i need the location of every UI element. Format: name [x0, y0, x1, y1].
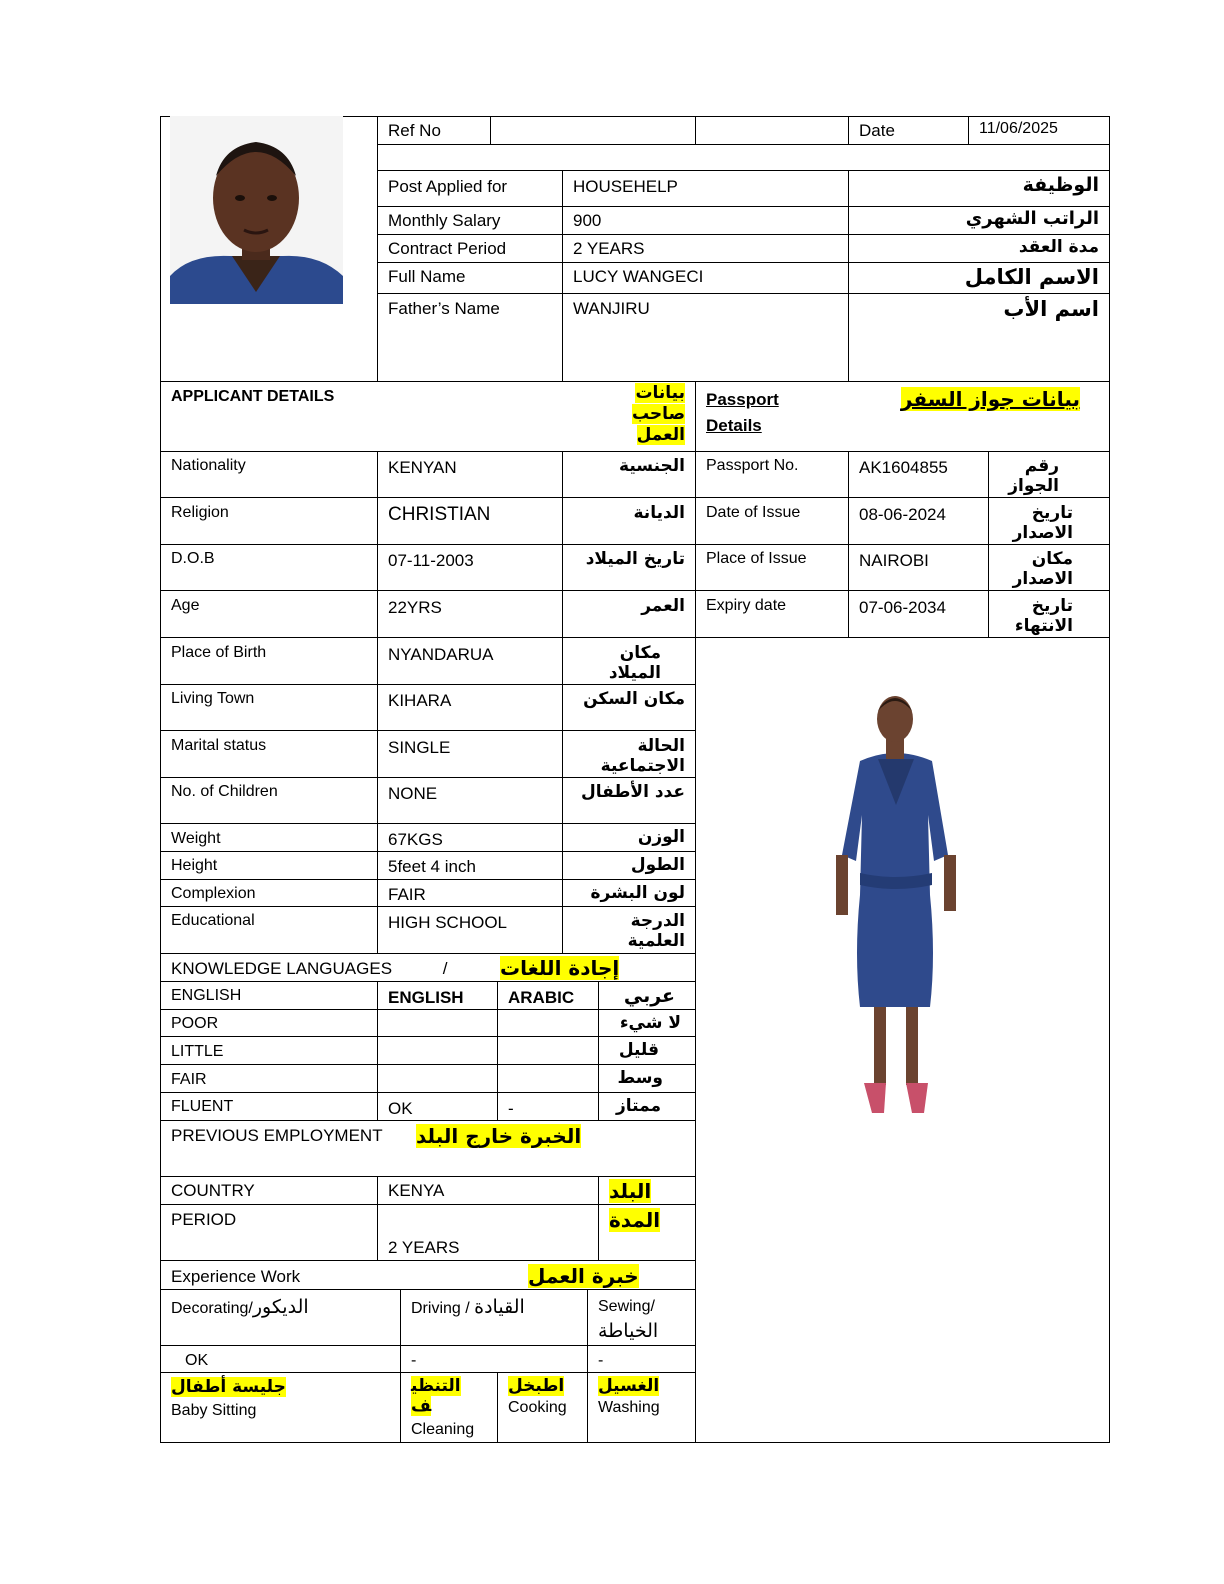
full-name-label: Full Name	[388, 267, 466, 286]
lang-fluent-ar: ممتاز	[615, 1096, 661, 1116]
complexion-value: FAIR	[388, 885, 426, 904]
dob-label: D.O.B	[171, 550, 215, 567]
children-label-ar: عدد الأطفال	[581, 782, 685, 802]
father-name-label: Father’s Name	[388, 299, 500, 318]
previous-employment-title-ar: الخبرة خارج البلد	[416, 1124, 582, 1148]
dob-value: 07-11-2003	[388, 551, 474, 570]
expiry-date-label-ar: تاريخ الانتهاء	[1014, 596, 1073, 636]
age-label-ar: العمر	[641, 596, 685, 616]
lang-fair-label: FAIR	[171, 1071, 207, 1088]
lang-fluent-arabic[interactable]: -	[508, 1099, 514, 1118]
lang-poor-arabic[interactable]	[498, 1012, 598, 1036]
date-value[interactable]: 11/06/2025	[979, 120, 1058, 137]
lang-fluent-label: FLUENT	[171, 1098, 234, 1115]
period-label-ar: المدة	[609, 1208, 661, 1232]
marital-status-label-ar: الحالة الاجتماعية	[600, 736, 685, 776]
date-label: Date	[859, 121, 895, 140]
marital-status-value: SINGLE	[388, 738, 451, 757]
father-name-label-ar: اسم الأب	[1003, 297, 1099, 321]
place-of-issue-label-ar: مكان الاصدار	[1012, 549, 1073, 589]
driving-value: -	[411, 1352, 417, 1369]
decorating-label: Decorating/الديكور	[171, 1296, 309, 1318]
date-of-issue-label-ar: تاريخ الاصدار	[1012, 503, 1073, 543]
living-town-label: Living Town	[171, 690, 255, 707]
lang-header-label: ENGLISH	[171, 987, 242, 1004]
nationality-label: Nationality	[171, 457, 246, 474]
decorating-value: OK	[185, 1352, 209, 1369]
lang-little-arabic[interactable]	[498, 1040, 598, 1064]
passport-details-title-ar: بيانات جواز السفر	[900, 387, 1080, 411]
lang-little-english[interactable]	[378, 1040, 497, 1064]
education-label-ar: الدرجة العلمية	[627, 911, 685, 951]
place-of-issue-label: Place of Issue	[706, 550, 807, 567]
salary-label: Monthly Salary	[388, 211, 501, 230]
place-of-birth-label-ar: مكان الميلاد	[608, 643, 661, 683]
passport-no-value: AK1604855	[859, 458, 948, 477]
lang-fair-arabic[interactable]	[498, 1068, 598, 1092]
ref-no-value[interactable]	[491, 118, 695, 144]
children-label: No. of Children	[171, 783, 278, 800]
weight-label: Weight	[171, 830, 221, 847]
applicant-details-title-ar: بيانات صاحب العمل	[631, 383, 685, 445]
applicant-details-title: APPLICANT DETAILS	[171, 388, 335, 405]
place-of-birth-label: Place of Birth	[171, 644, 267, 661]
contract-label: Contract Period	[388, 239, 507, 258]
post-label: Post Applied for	[388, 177, 508, 196]
full-name-value: LUCY WANGECI	[573, 267, 704, 286]
sewing-label: Sewing/ الخياطة	[598, 1298, 659, 1342]
experience-work-title: Experience Work	[171, 1267, 301, 1286]
salary-value: 900	[573, 211, 602, 230]
lang-poor-english[interactable]	[378, 1012, 497, 1036]
previous-employment-title: PREVIOUS EMPLOYMENT	[171, 1126, 383, 1145]
cooking-cell: اطبخل Cooking	[508, 1376, 567, 1416]
languages-title-ar: إجادة اللغات	[500, 956, 620, 980]
lang-little-ar: قليل	[618, 1040, 659, 1060]
lang-fair-english[interactable]	[378, 1068, 497, 1092]
contract-value: 2 YEARS	[573, 239, 645, 258]
experience-work-title-ar: خبرة العمل	[528, 1264, 639, 1288]
expiry-date-value: 07-06-2034	[859, 598, 946, 617]
sewing-value: -	[598, 1352, 604, 1369]
languages-title: KNOWLEDGE LANGUAGES /	[171, 959, 448, 978]
ref-no-label: Ref No	[388, 121, 441, 140]
lang-poor-label: POOR	[171, 1015, 219, 1032]
height-label: Height	[171, 857, 218, 874]
religion-label: Religion	[171, 504, 229, 521]
date-of-issue-value: 08-06-2024	[859, 505, 946, 524]
passport-no-label: Passport No.	[706, 457, 799, 474]
full-name-label-ar: الاسم الكامل	[964, 265, 1099, 289]
portrait-photo	[170, 116, 343, 304]
period-value: 2 YEARS	[388, 1238, 460, 1257]
lang-fluent-english[interactable]: OK	[388, 1099, 413, 1118]
cleaning-cell: التنظيف Cleaning	[411, 1376, 475, 1438]
passport-details-title: Passport Details	[706, 390, 779, 435]
contract-label-ar: مدة العقد	[1018, 237, 1099, 257]
living-town-label-ar: مكان السكن	[583, 689, 685, 709]
post-value: HOUSEHELP	[573, 177, 678, 196]
post-label-ar: الوظيفة	[1022, 174, 1099, 196]
date-of-issue-label: Date of Issue	[706, 504, 801, 521]
washing-cell: الغسيل Washing	[598, 1376, 660, 1416]
period-label: PERIOD	[171, 1210, 237, 1229]
height-value: 5feet 4 inch	[388, 857, 476, 876]
dob-label-ar: تاريخ الميلاد	[585, 549, 685, 569]
place-of-birth-value: NYANDARUA	[388, 645, 494, 664]
education-label: Educational	[171, 912, 255, 929]
complexion-label: Complexion	[171, 885, 256, 902]
lang-header-ar: عربي	[623, 985, 675, 1007]
marital-status-label: Marital status	[171, 737, 267, 754]
driving-label: Driving / القيادة	[411, 1296, 525, 1318]
country-label: COUNTRY	[171, 1181, 255, 1200]
full-body-photo	[820, 695, 970, 1145]
country-value: KENYA	[388, 1181, 445, 1200]
religion-value: CHRISTIAN	[388, 504, 491, 525]
weight-label-ar: الوزن	[637, 827, 685, 847]
age-value: 22YRS	[388, 598, 442, 617]
nationality-label-ar: الجنسية	[619, 456, 685, 476]
complexion-label-ar: لون البشرة	[590, 883, 685, 903]
religion-label-ar: الديانة	[633, 503, 685, 523]
weight-value: 67KGS	[388, 830, 443, 849]
passport-no-label-ar: رقم الجواز	[1008, 456, 1059, 496]
children-value: NONE	[388, 784, 438, 803]
education-value: HIGH SCHOOL	[388, 913, 508, 932]
lang-little-label: LITTLE	[171, 1043, 224, 1060]
age-label: Age	[171, 597, 200, 614]
lang-header-english: ENGLISH	[388, 988, 464, 1007]
place-of-issue-value: NAIROBI	[859, 551, 929, 570]
nationality-value: KENYAN	[388, 458, 457, 477]
father-name-value: WANJIRU	[573, 299, 650, 318]
country-label-ar: البلد	[609, 1179, 652, 1203]
salary-label-ar: الراتب الشهري	[965, 208, 1099, 229]
height-label-ar: الطول	[630, 855, 685, 875]
expiry-date-label: Expiry date	[706, 597, 787, 614]
lang-poor-ar: لا شيء	[619, 1013, 681, 1033]
lang-header-arabic: ARABIC	[508, 988, 575, 1007]
lang-fair-ar: وسط	[617, 1068, 663, 1088]
living-town-value: KIHARA	[388, 691, 452, 710]
baby-sitting-cell: جليسة أطفال Baby Sitting	[171, 1377, 286, 1419]
